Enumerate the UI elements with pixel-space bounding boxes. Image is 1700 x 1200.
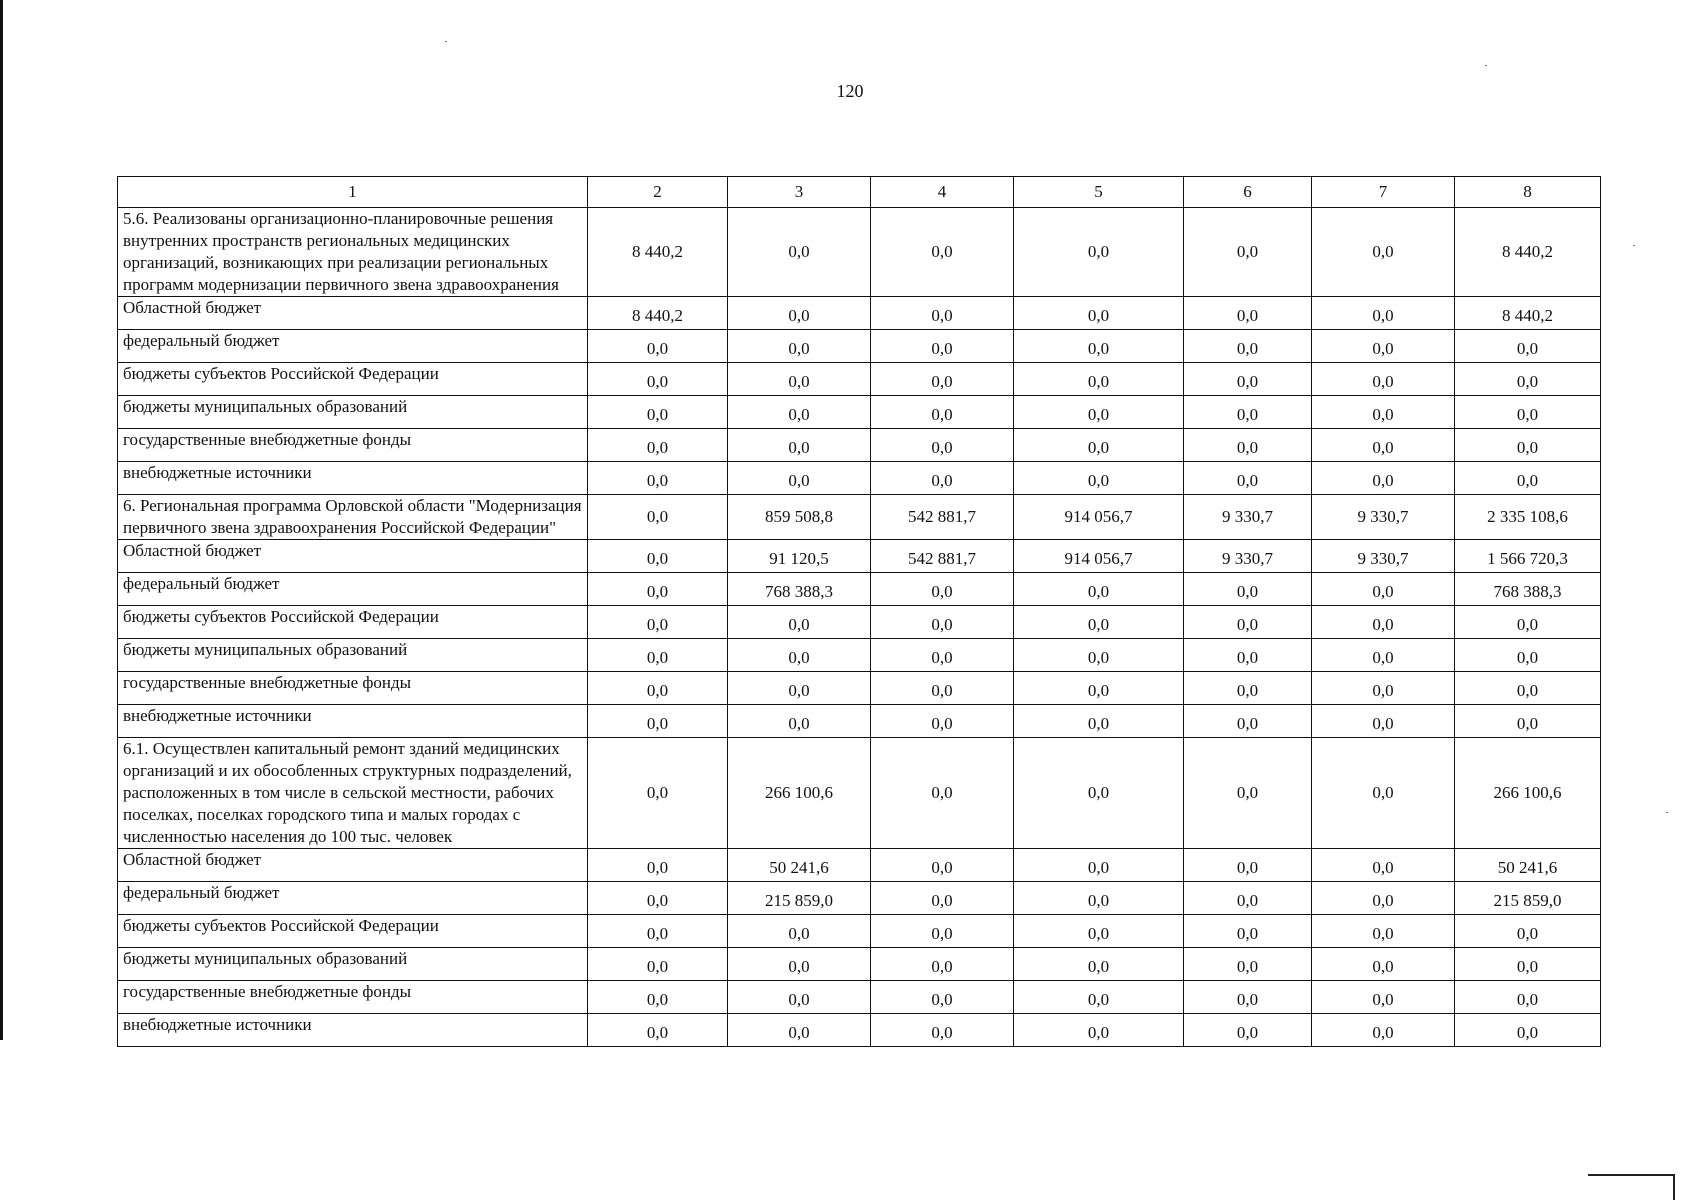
table-row [118,297,1601,330]
scan-edge-corner-horizontal [1588,1174,1675,1176]
value-cell: 0,0 [588,738,728,849]
table-row [118,330,1601,363]
value-cell: 0,0 [1014,606,1184,639]
value-cell: 0,0 [728,462,871,495]
row-label: 5.6. Реализованы организационно-планировочные решения внутренних пространств региональных медицинских организаций, возникающих при реализации региональных программ модернизации первичного звена здравоохранения [118,208,588,297]
value-cell: 0,0 [1184,948,1312,981]
value-cell: 768 388,3 [728,573,871,606]
value-cell: 0,0 [588,981,728,1014]
row-label: бюджеты субъектов Российской Федерации [118,363,588,396]
row-label: бюджеты муниципальных образований [118,639,588,672]
value-cell: 0,0 [871,606,1014,639]
table-row [118,915,1601,948]
value-cell: 91 120,5 [728,540,871,573]
value-cell: 8 440,2 [588,208,728,297]
value-cell: 0,0 [1014,330,1184,363]
scan-edge-left [0,0,3,1040]
value-cell: 0,0 [1312,462,1455,495]
row-label: внебюджетные источники [118,1014,588,1047]
row-label: Областной бюджет [118,297,588,330]
value-cell: 859 508,8 [728,495,871,540]
value-cell: 0,0 [1312,915,1455,948]
row-label: федеральный бюджет [118,573,588,606]
value-cell: 0,0 [1014,849,1184,882]
value-cell: 0,0 [728,948,871,981]
value-cell: 0,0 [1184,672,1312,705]
value-cell: 266 100,6 [728,738,871,849]
scan-speck [1666,812,1668,813]
value-cell: 0,0 [728,208,871,297]
value-cell: 0,0 [588,948,728,981]
value-cell: 0,0 [1184,738,1312,849]
value-cell: 0,0 [871,849,1014,882]
value-cell: 0,0 [1014,396,1184,429]
value-cell: 0,0 [588,363,728,396]
value-cell: 0,0 [1312,1014,1455,1047]
value-cell: 8 440,2 [1455,208,1601,297]
table-row [118,540,1601,573]
value-cell: 0,0 [588,606,728,639]
value-cell: 0,0 [1184,208,1312,297]
value-cell: 50 241,6 [728,849,871,882]
row-label: государственные внебюджетные фонды [118,429,588,462]
value-cell: 0,0 [1455,429,1601,462]
value-cell: 0,0 [728,396,871,429]
value-cell: 0,0 [1014,573,1184,606]
row-label: внебюджетные источники [118,462,588,495]
table-row [118,429,1601,462]
value-cell: 1 566 720,3 [1455,540,1601,573]
value-cell: 0,0 [1184,1014,1312,1047]
value-cell: 0,0 [1312,948,1455,981]
value-cell: 2 335 108,6 [1455,495,1601,540]
value-cell: 0,0 [1312,882,1455,915]
row-label: федеральный бюджет [118,330,588,363]
scan-edge-corner-vertical [1673,1175,1675,1200]
value-cell: 0,0 [871,396,1014,429]
value-cell: 9 330,7 [1312,495,1455,540]
table-row [118,849,1601,882]
value-cell: 0,0 [871,1014,1014,1047]
budget-table [117,176,1601,1047]
value-cell: 0,0 [1312,363,1455,396]
value-cell: 0,0 [728,639,871,672]
value-cell: 0,0 [871,462,1014,495]
value-cell: 0,0 [728,705,871,738]
value-cell: 0,0 [1312,981,1455,1014]
value-cell: 0,0 [871,915,1014,948]
value-cell: 0,0 [728,1014,871,1047]
column-header: 1 [118,177,588,208]
value-cell: 266 100,6 [1455,738,1601,849]
value-cell: 0,0 [588,915,728,948]
value-cell: 0,0 [588,462,728,495]
value-cell: 0,0 [1455,981,1601,1014]
value-cell: 0,0 [1312,573,1455,606]
value-cell: 0,0 [1184,330,1312,363]
value-cell: 0,0 [1184,573,1312,606]
value-cell: 0,0 [588,540,728,573]
value-cell: 8 440,2 [588,297,728,330]
value-cell: 0,0 [1312,705,1455,738]
value-cell: 0,0 [1455,915,1601,948]
table-row [118,208,1601,297]
value-cell: 0,0 [1184,396,1312,429]
value-cell: 0,0 [1014,208,1184,297]
value-cell: 0,0 [1184,705,1312,738]
table-row [118,672,1601,705]
value-cell: 0,0 [1455,396,1601,429]
value-cell: 0,0 [871,429,1014,462]
value-cell: 914 056,7 [1014,495,1184,540]
column-header: 4 [871,177,1014,208]
table-row [118,1014,1601,1047]
value-cell: 0,0 [1184,915,1312,948]
value-cell: 0,0 [1014,1014,1184,1047]
value-cell: 542 881,7 [871,540,1014,573]
row-label: федеральный бюджет [118,882,588,915]
value-cell: 0,0 [728,606,871,639]
value-cell: 9 330,7 [1184,495,1312,540]
value-cell: 0,0 [588,849,728,882]
row-label: Областной бюджет [118,849,588,882]
row-label: государственные внебюджетные фонды [118,672,588,705]
value-cell: 0,0 [871,573,1014,606]
value-cell: 0,0 [1014,915,1184,948]
value-cell: 0,0 [871,672,1014,705]
value-cell: 0,0 [871,705,1014,738]
row-label: бюджеты муниципальных образований [118,396,588,429]
value-cell: 0,0 [1014,462,1184,495]
value-cell: 0,0 [1455,462,1601,495]
column-header: 8 [1455,177,1601,208]
value-cell: 0,0 [1184,639,1312,672]
table-row [118,396,1601,429]
value-cell: 215 859,0 [728,882,871,915]
value-cell: 0,0 [588,573,728,606]
table-row [118,462,1601,495]
value-cell: 0,0 [1312,672,1455,705]
table-row [118,705,1601,738]
value-cell: 9 330,7 [1184,540,1312,573]
value-cell: 0,0 [728,429,871,462]
table-row [118,639,1601,672]
value-cell: 0,0 [1014,297,1184,330]
value-cell: 0,0 [1184,849,1312,882]
value-cell: 0,0 [1455,1014,1601,1047]
value-cell: 0,0 [871,948,1014,981]
table-row [118,738,1601,849]
value-cell: 50 241,6 [1455,849,1601,882]
value-cell: 0,0 [1014,363,1184,396]
value-cell: 0,0 [1312,396,1455,429]
value-cell: 0,0 [588,639,728,672]
value-cell: 215 859,0 [1455,882,1601,915]
table-row [118,981,1601,1014]
page-number: 120 [836,81,864,101]
value-cell: 0,0 [1312,738,1455,849]
row-label: 6.1. Осуществлен капитальный ремонт зданий медицинских организаций и их обособленных структурных подразделений, расположенных в том числе в сельской местности, рабочих поселках, поселках городского типа и малых городах с численностью населения до 100 тыс. человек [118,738,588,849]
value-cell: 0,0 [728,915,871,948]
value-cell: 0,0 [1455,639,1601,672]
column-header: 5 [1014,177,1184,208]
table-row [118,495,1601,540]
row-label: Областной бюджет [118,540,588,573]
value-cell: 0,0 [1014,672,1184,705]
column-header: 6 [1184,177,1312,208]
value-cell: 0,0 [871,208,1014,297]
value-cell: 9 330,7 [1312,540,1455,573]
table-row [118,882,1601,915]
value-cell: 0,0 [1184,363,1312,396]
row-label: государственные внебюджетные фонды [118,981,588,1014]
value-cell: 0,0 [1184,462,1312,495]
value-cell: 0,0 [728,981,871,1014]
value-cell: 0,0 [1455,948,1601,981]
column-header: 3 [728,177,871,208]
value-cell: 0,0 [1312,330,1455,363]
value-cell: 542 881,7 [871,495,1014,540]
value-cell: 0,0 [1184,429,1312,462]
value-cell: 0,0 [1312,639,1455,672]
scan-speck [445,41,447,42]
value-cell: 0,0 [1014,429,1184,462]
row-label: внебюджетные источники [118,705,588,738]
value-cell: 0,0 [1014,639,1184,672]
table-row [118,948,1601,981]
value-cell: 0,0 [1312,297,1455,330]
value-cell: 0,0 [1455,672,1601,705]
value-cell: 0,0 [728,330,871,363]
scan-speck [1485,65,1487,66]
value-cell: 914 056,7 [1014,540,1184,573]
value-cell: 0,0 [871,297,1014,330]
value-cell: 768 388,3 [1455,573,1601,606]
value-cell: 0,0 [588,672,728,705]
value-cell: 8 440,2 [1455,297,1601,330]
scan-speck [1633,245,1635,246]
value-cell: 0,0 [1014,705,1184,738]
row-label: бюджеты субъектов Российской Федерации [118,606,588,639]
row-label: бюджеты муниципальных образований [118,948,588,981]
table-header-row [118,177,1601,208]
table-row [118,606,1601,639]
row-label: бюджеты субъектов Российской Федерации [118,915,588,948]
value-cell: 0,0 [588,495,728,540]
value-cell: 0,0 [1455,330,1601,363]
value-cell: 0,0 [871,639,1014,672]
value-cell: 0,0 [588,882,728,915]
value-cell: 0,0 [1014,948,1184,981]
table-row [118,363,1601,396]
value-cell: 0,0 [1312,849,1455,882]
value-cell: 0,0 [728,672,871,705]
value-cell: 0,0 [1014,738,1184,849]
value-cell: 0,0 [728,297,871,330]
column-header: 7 [1312,177,1455,208]
value-cell: 0,0 [1184,297,1312,330]
value-cell: 0,0 [1455,705,1601,738]
value-cell: 0,0 [1184,882,1312,915]
value-cell: 0,0 [871,738,1014,849]
value-cell: 0,0 [1014,882,1184,915]
row-label: 6. Региональная программа Орловской области "Модернизация первичного звена здравоохранения Российской Федерации" [118,495,588,540]
value-cell: 0,0 [1455,606,1601,639]
value-cell: 0,0 [871,330,1014,363]
table-row [118,573,1601,606]
column-header: 2 [588,177,728,208]
value-cell: 0,0 [871,882,1014,915]
value-cell: 0,0 [588,330,728,363]
value-cell: 0,0 [588,429,728,462]
value-cell: 0,0 [588,396,728,429]
value-cell: 0,0 [871,981,1014,1014]
value-cell: 0,0 [588,1014,728,1047]
value-cell: 0,0 [1312,429,1455,462]
value-cell: 0,0 [728,363,871,396]
value-cell: 0,0 [871,363,1014,396]
value-cell: 0,0 [1312,606,1455,639]
value-cell: 0,0 [588,705,728,738]
value-cell: 0,0 [1184,981,1312,1014]
value-cell: 0,0 [1312,208,1455,297]
value-cell: 0,0 [1014,981,1184,1014]
value-cell: 0,0 [1455,363,1601,396]
value-cell: 0,0 [1184,606,1312,639]
